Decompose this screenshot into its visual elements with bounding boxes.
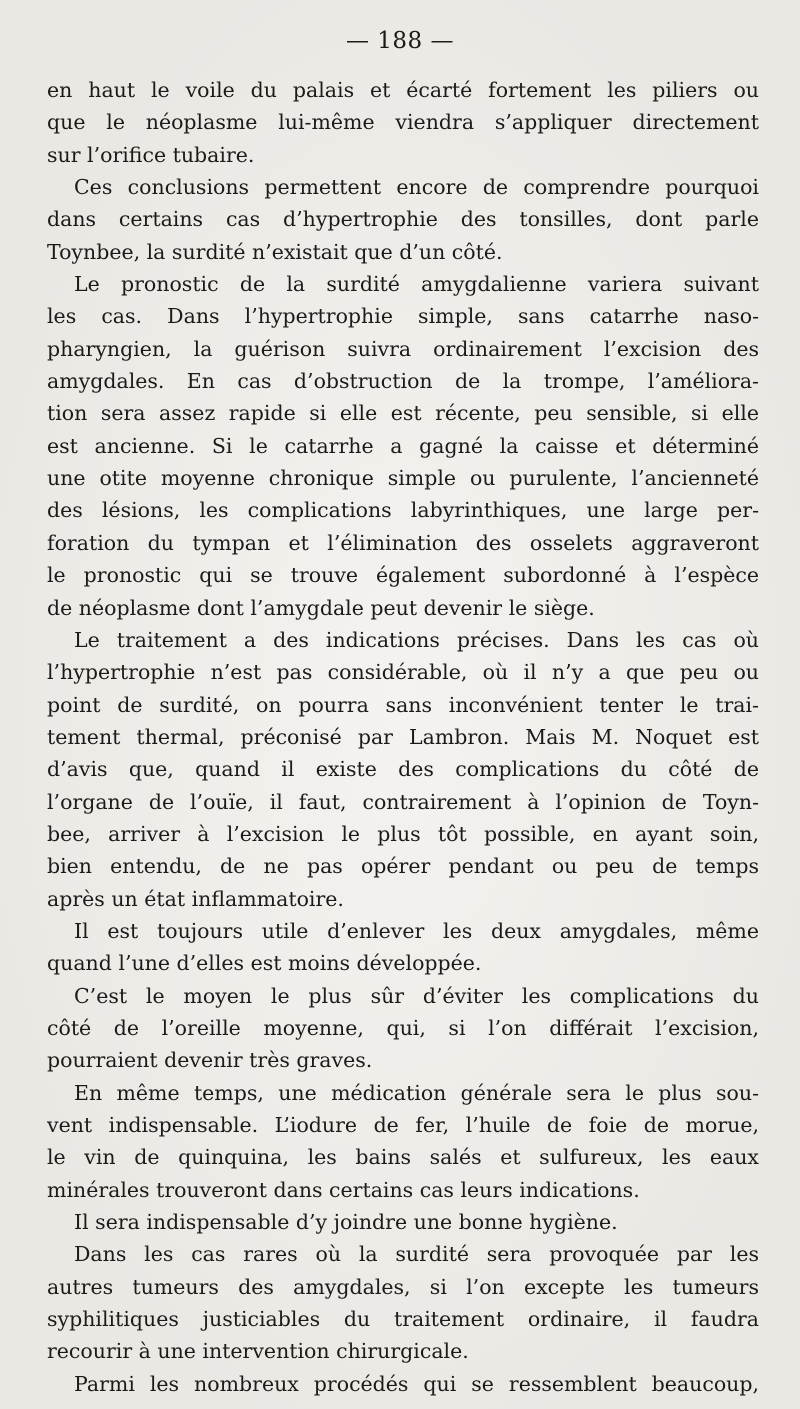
text-line: foration du tympan et l’élimination des osselets aggraveront	[47, 530, 759, 555]
text-line: bee, arriver à l’excision le plus tôt possible, en ayant soin,	[47, 821, 759, 846]
text-line: autres tumeurs des amygdales, si l’on excepte les tumeurs	[47, 1274, 759, 1299]
text-line: l’hypertrophie n’est pas considérable, où il n’y a que peu ou	[47, 660, 759, 685]
text-line: les cas. Dans l’hypertrophie simple, sans catarrhe naso-	[47, 304, 759, 329]
text-line: que le néoplasme lui-même viendra s’appliquer directement	[47, 110, 759, 135]
text-line: Parmi les nombreux procédés qui se ressemblent beaucoup,	[74, 1371, 759, 1396]
text-line: tion sera assez rapide si elle est récente, peu sensible, si elle	[47, 401, 759, 426]
text-line: bien entendu, de ne pas opérer pendant ou peu de temps	[47, 854, 759, 879]
text-line: tement thermal, préconisé par Lambron. Mais M. Noquet est	[47, 724, 759, 749]
text-line: vent indispensable. L’iodure de fer, l’huile de foie de morue,	[47, 1113, 759, 1137]
text-line: pourraient devenir très graves.	[47, 1048, 373, 1073]
page-number: — 188 —	[345, 28, 455, 54]
text-line: l’organe de l’ouïe, il faut, contrairement à l’opinion de Toyn-	[47, 789, 759, 814]
text-line: de néoplasme dont l’amygdale peut devenir le siège.	[47, 595, 595, 620]
text-line: dans certains cas d’hypertrophie des tonsilles, dont parle	[47, 207, 759, 232]
text-line: Il est toujours utile d’enlever les deux amygdales, même	[74, 918, 759, 943]
text-line: Dans les cas rares où la surdité sera provoquée par les	[74, 1242, 759, 1267]
text-line: C’est le moyen le plus sûr d’éviter les complications du	[74, 983, 759, 1008]
text-line: après un état inflammatoire.	[47, 886, 344, 911]
text-line: est ancienne. Si le catarrhe a gagné la caisse et déterminé	[47, 433, 759, 458]
text-line: amygdales. En cas d’obstruction de la trompe, l’améliora-	[47, 369, 759, 394]
text-line: des lésions, les complications labyrinthiques, une large per-	[47, 498, 759, 523]
text-line: quand l’une d’elles est moins développée.	[47, 951, 482, 976]
text-line: le vin de quinquina, les bains salés et sulfureux, les eaux	[47, 1145, 759, 1170]
text-line: pharyngien, la guérison suivra ordinairement l’excision des	[47, 336, 759, 361]
text-line: Le traitement a des indications précises. Dans les cas où	[74, 627, 759, 652]
text-line: Le pronostic de la surdité amygdalienne variera suivant	[74, 272, 759, 297]
text-line: Il sera indispensable d’y joindre une bonne hygiène.	[74, 1210, 618, 1235]
text-line: Ces conclusions permettent encore de comprendre pourquoi	[74, 175, 759, 200]
text-line: le pronostic qui se trouve également subordonné à l’espèce	[47, 563, 759, 588]
text-line: une otite moyenne chronique simple ou purulente, l’ancienneté	[47, 466, 759, 491]
text-line: recourir à une intervention chirurgicale.	[47, 1339, 469, 1364]
text-line: côté de l’oreille moyenne, qui, si l’on différait l’excision,	[47, 1015, 759, 1040]
text-line: Toynbee, la surdité n’existait que d’un côté.	[47, 239, 503, 264]
text-line: minérales trouveront dans certains cas leurs indications.	[47, 1177, 640, 1202]
text-line: d’avis que, quand il existe des complications du côté de	[47, 757, 759, 782]
text-line: en haut le voile du palais et écarté fortement les piliers ou	[47, 78, 759, 102]
body-text	[47, 74, 759, 1400]
text-line: sur l’orifice tubaire.	[47, 142, 255, 167]
text-line: syphilitiques justiciables du traitement ordinaire, il faudra	[47, 1307, 759, 1332]
text-line: point de surdité, on pourra sans inconvénient tenter le trai-	[47, 692, 759, 717]
text-line: En même temps, une médication générale sera le plus sou-	[74, 1080, 759, 1105]
